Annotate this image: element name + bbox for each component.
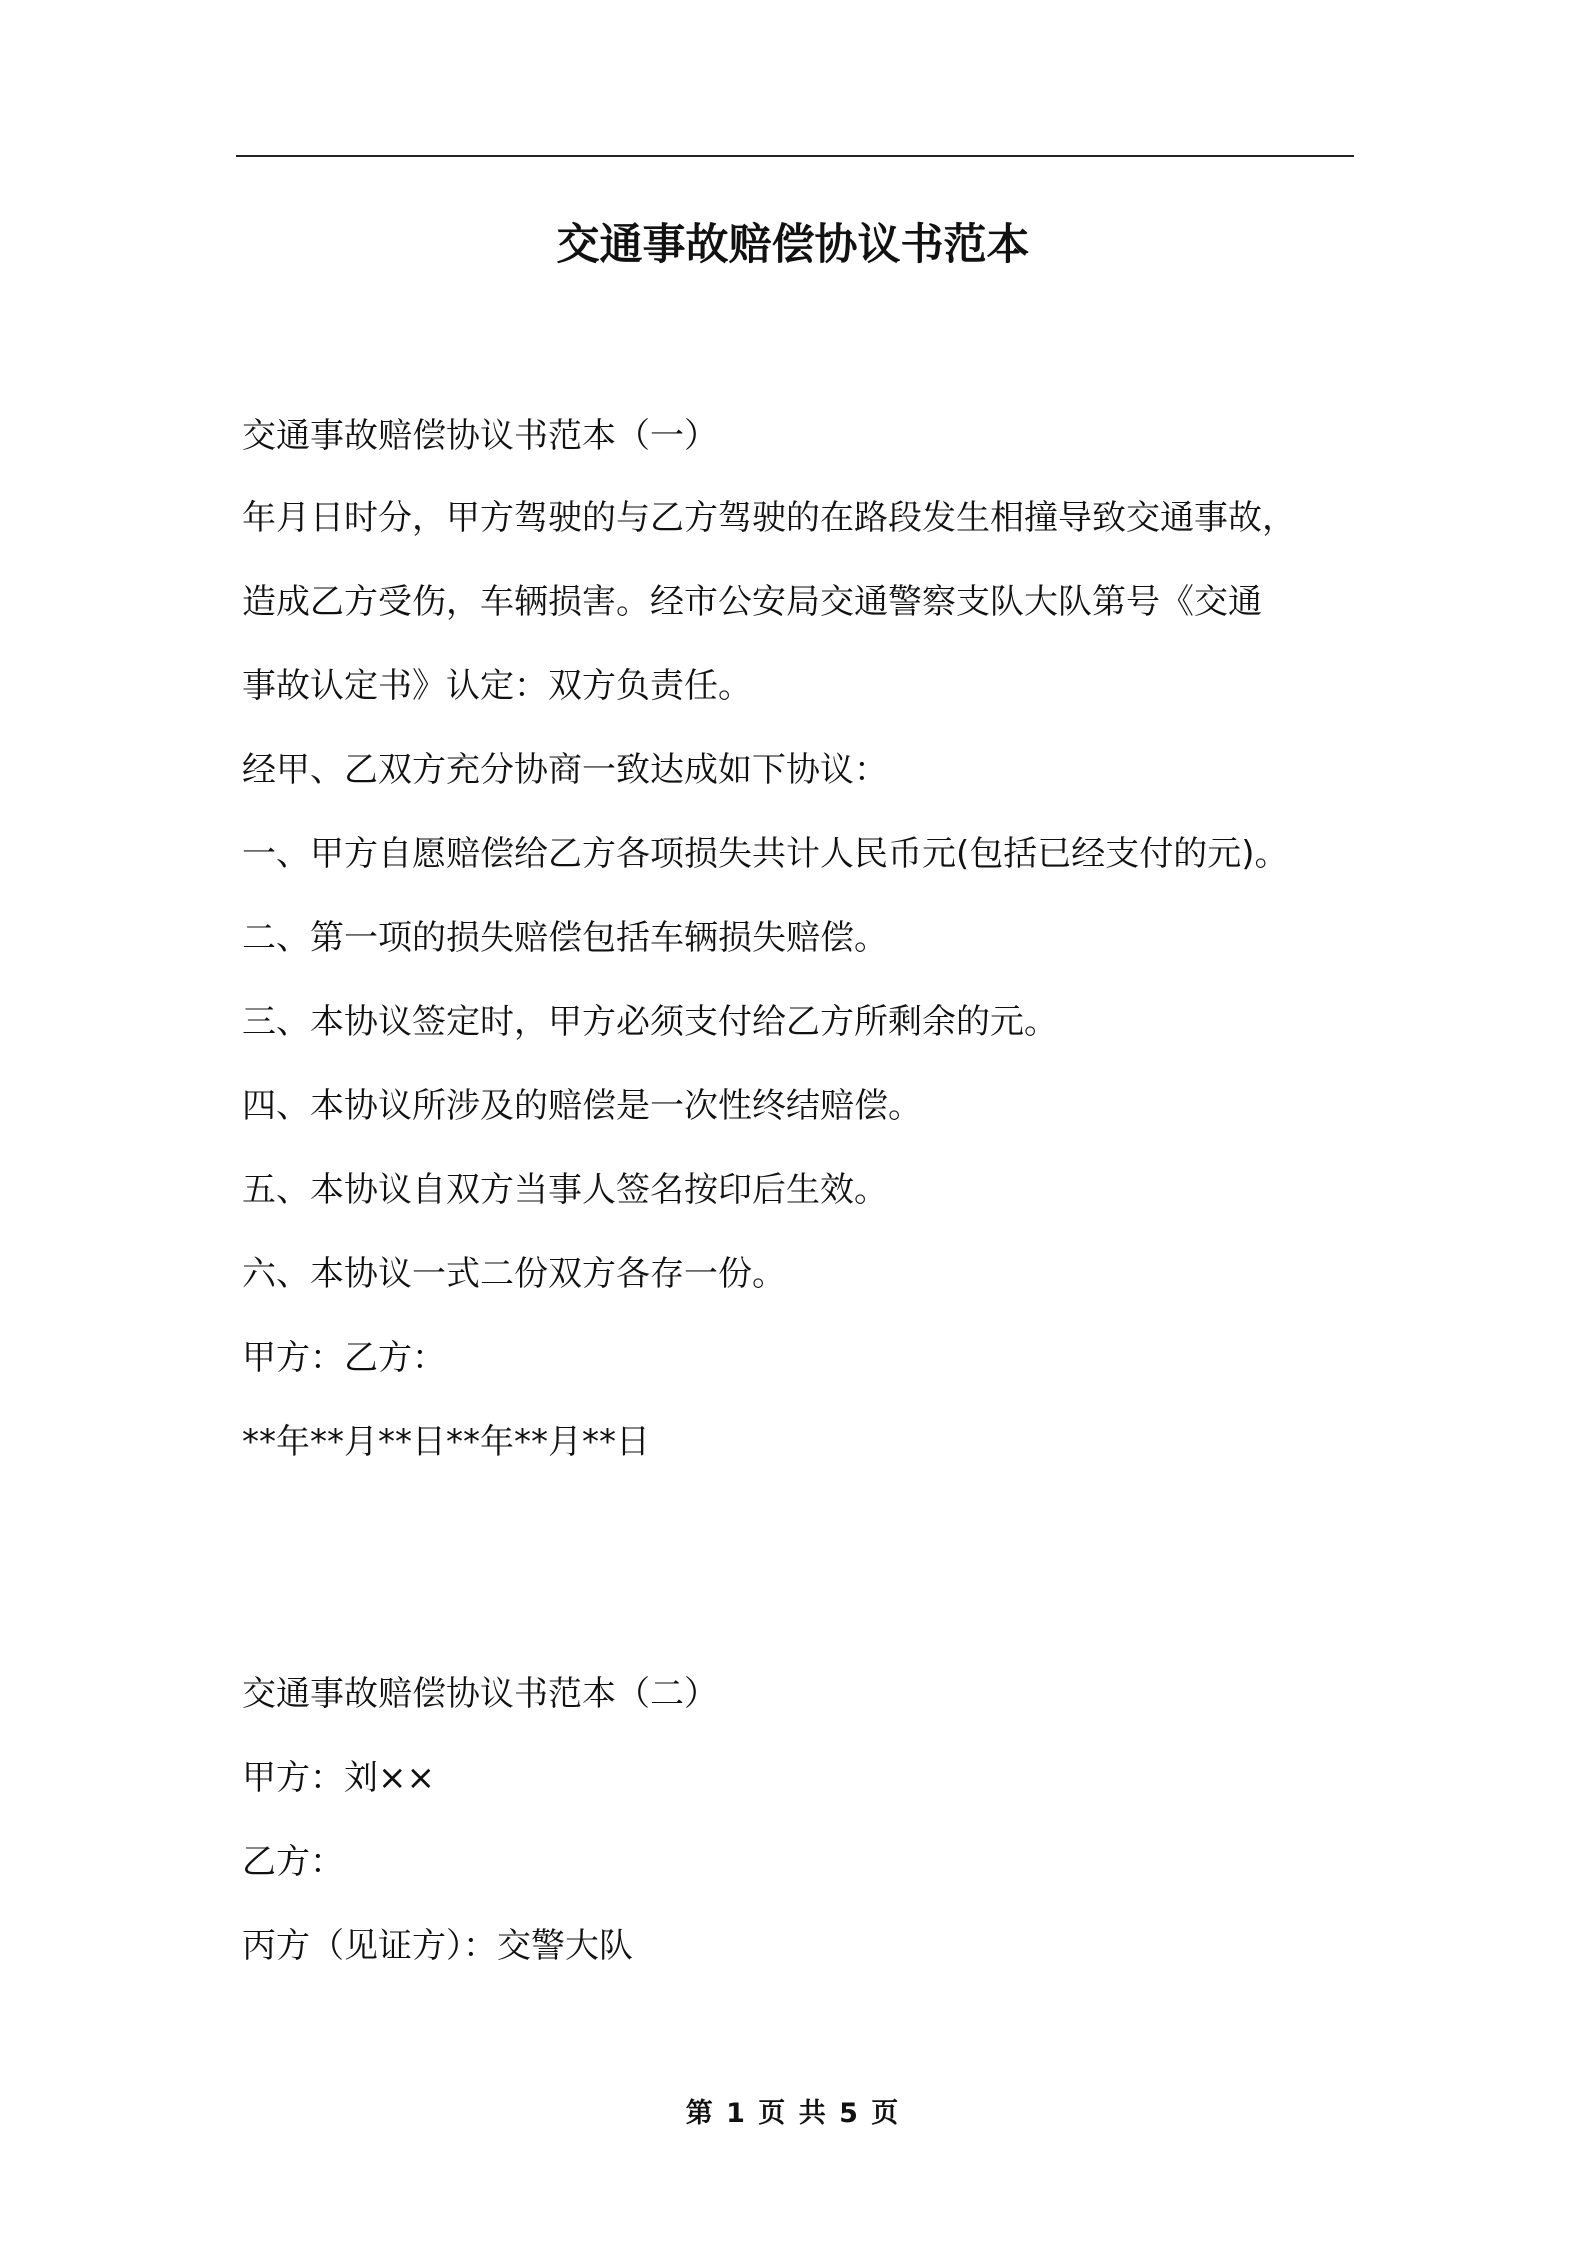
clause-item: 四、本协议所涉及的赔偿是一次性终结赔偿。: [242, 1086, 922, 1126]
clause-item: 五、本协议自双方当事人签名按印后生效。: [242, 1170, 888, 1210]
agreement-intro: 经甲、乙双方充分协商一致达成如下协议：: [242, 750, 888, 790]
date-line: **年**月**日**年**月**日: [242, 1422, 650, 1462]
clause-item: 二、第一项的损失赔偿包括车辆损失赔偿。: [242, 918, 888, 958]
clause-item: 一、甲方自愿赔偿给乙方各项损失共计人民币元(包括已经支付的元)。: [242, 834, 1289, 874]
party-b-line: 乙方：: [242, 1842, 344, 1882]
document-title: 交通事故赔偿协议书范本: [556, 220, 1030, 270]
party-c-line: 丙方（见证方）：交警大队: [242, 1926, 633, 1966]
header-rule: [236, 155, 1354, 157]
party-a-line: 甲方：刘××: [242, 1758, 435, 1798]
section-two-heading: 交通事故赔偿协议书范本（二）: [242, 1674, 718, 1714]
page-number-footer: 第 1 页 共 5 页: [685, 2098, 901, 2129]
paragraph-line: 事故认定书》认定：双方负责任。: [242, 666, 752, 706]
paragraph-line: 年月日时分，甲方驾驶的与乙方驾驶的在路段发生相撞导致交通事故，: [242, 498, 1296, 538]
clause-item: 三、本协议签定时，甲方必须支付给乙方所剩余的元。: [242, 1002, 1058, 1042]
signature-line: 甲方：乙方：: [242, 1338, 446, 1378]
clause-item: 六、本协议一式二份双方各存一份。: [242, 1254, 786, 1294]
paragraph-line: 造成乙方受伤，车辆损害。经市公安局交通警察支队大队第号《交通: [242, 582, 1262, 622]
section-one-heading: 交通事故赔偿协议书范本（一）: [242, 416, 718, 456]
